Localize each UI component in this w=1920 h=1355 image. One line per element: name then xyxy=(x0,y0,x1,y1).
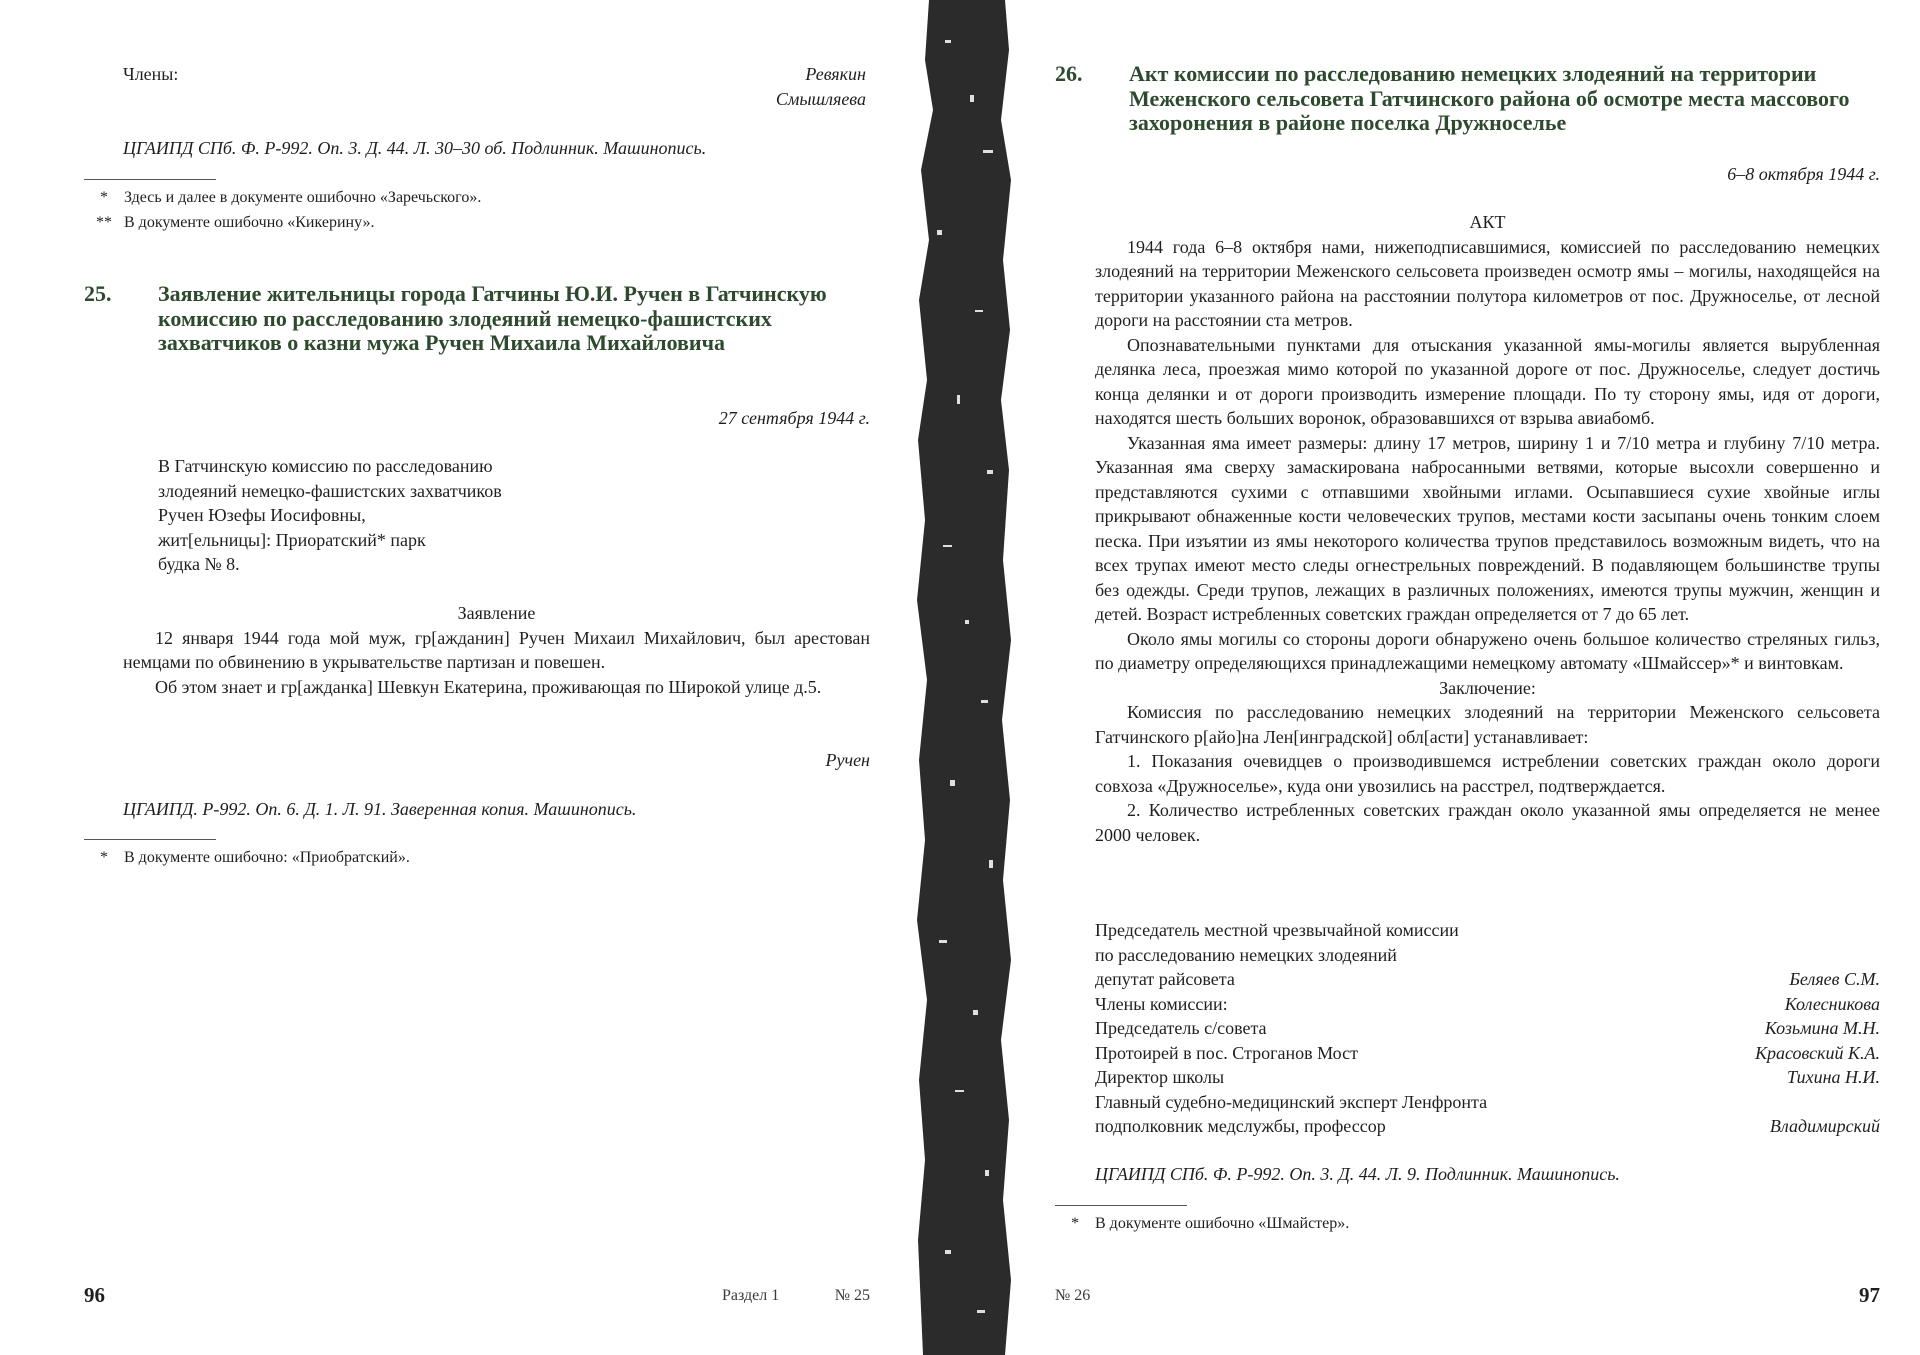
running-section: Раздел 1 xyxy=(722,1287,780,1304)
footnote-rule xyxy=(84,839,216,840)
page-number: 96 xyxy=(84,1283,105,1307)
conclusion-heading: Заключение: xyxy=(1439,677,1536,698)
paragraph: Около ямы могилы со стороны дороги обнаружено очень большое количество стреляных гильз, по диаметру определяющихся принадлежащими немецкому автомату «Шмайссер»* и винтовкам. xyxy=(1095,628,1880,673)
document-title: Заявление жительницы города Гатчины Ю.И. Ручен в Гатчинскую комиссию по расследованию злодеяний немецко-фашистских захватчиков о казни мужа Ручен Михаила Михайловича xyxy=(158,281,827,355)
footnote xyxy=(84,186,884,211)
footnote-mark: * xyxy=(100,849,108,866)
archive-source: ЦГАИПД СПб. Ф. Р-992. Оп. 3. Д. 44. Л. 9. Подлинник. Машинопись. xyxy=(1095,1164,1620,1184)
footnote-text: В документе ошибочно «Шмайстер». xyxy=(1095,1215,1350,1232)
signatures-block xyxy=(1095,918,1880,1139)
document-date: 6–8 октября 1944 г. xyxy=(1727,164,1880,184)
signers-label: Члены: xyxy=(123,64,179,84)
spine-texture xyxy=(915,0,1015,1355)
signer-2: Смышляева xyxy=(775,88,866,109)
footnotes-top xyxy=(84,186,884,235)
act-heading: АКТ xyxy=(1469,212,1506,232)
chair-line: Председатель местной чрезвычайной комиссии xyxy=(1095,920,1459,940)
footnote-text: В документе ошибочно «Кикерину». xyxy=(124,213,375,231)
act-body xyxy=(1095,235,1880,848)
signature-row xyxy=(1095,1114,1880,1139)
paragraph: Комиссия по расследованию немецких злодеяний на территории Меженского сельсовета Гатчинского р[айо]на Лен[инградской] обл[асти] устанавливает: xyxy=(1095,702,1880,747)
signature: Ручен xyxy=(825,750,870,770)
signature-name: Колесникова xyxy=(1784,993,1880,1014)
spine-decoration xyxy=(915,0,1015,1355)
signature-role: подполковник медслужбы, профессор xyxy=(1095,1116,1386,1136)
signature-row xyxy=(1095,1016,1880,1041)
expert-line: Главный судебно-медицинский эксперт Ленфронта xyxy=(1095,1091,1488,1112)
document-date: 27 сентября 1944 г. xyxy=(718,408,870,428)
footnote-rule xyxy=(1055,1205,1187,1206)
running-doc-ref: № 26 xyxy=(1055,1287,1091,1304)
footnotes xyxy=(84,846,884,871)
page-number: 97 xyxy=(1859,1283,1880,1307)
signature-role: Директор школы xyxy=(1095,1067,1225,1087)
footnote-mark: * xyxy=(100,189,108,206)
signature-name: Козьмина М.Н. xyxy=(1764,1018,1880,1038)
footnote-text: В документе ошибочно: «Приобратский». xyxy=(124,849,410,866)
address-line: будка № 8. xyxy=(158,554,240,574)
paragraph: Об этом знает и гр[ажданка] Шевкун Екатерина, проживающая по Широкой улице д.5. xyxy=(155,676,822,697)
footnote xyxy=(84,211,884,236)
signature-row xyxy=(1095,1041,1880,1066)
footnote xyxy=(1055,1212,1875,1237)
paragraph: 1944 года 6–8 октября нами, нижеподписавшимися, комиссией по расследованию немецких злодеяний на территории Меженского сельсовета произведен осмотр ямы – могилы, находящейся на территории указанного района на расстоянии полутора километров от пос. Дружноселье, от лесной дороги на расстоянии ста метров. xyxy=(1095,236,1880,330)
address-line: злодеяний немецко-фашистских захватчиков xyxy=(158,480,502,501)
footnote-mark: * xyxy=(1071,1215,1079,1232)
running-doc-ref: № 25 xyxy=(834,1287,870,1304)
paragraph: 2. Количество истребленных советских граждан около указанной ямы определяется не менее 2000 человек. xyxy=(1095,800,1880,845)
footnotes xyxy=(1055,1212,1875,1237)
signature-role: Члены комиссии: xyxy=(1095,993,1228,1014)
footnote-text: Здесь и далее в документе ошибочно «Заречьского». xyxy=(124,189,482,206)
signer-1: Ревякин xyxy=(805,64,866,84)
signature-role: депутат райсовета xyxy=(1095,969,1235,989)
statement-body xyxy=(123,626,870,700)
address-line: В Гатчинскую комиссию по расследованию xyxy=(158,456,493,476)
footnote-mark: ** xyxy=(96,213,112,231)
chair-line: по расследованию немецких злодеяний xyxy=(1095,944,1397,965)
document-number: 26. xyxy=(1055,61,1083,86)
document-title: Акт комиссии по расследованию немецких злодеяний на территории Меженского сельсовета Гатчинского района об осмотре места массового захоронения в районе поселка Дружноселье xyxy=(1129,61,1850,135)
signature-name: Беляев С.М. xyxy=(1789,969,1880,989)
archive-source: ЦГАИПД. Р-992. Оп. 6. Д. 1. Л. 91. Заверенная копия. Машинопись. xyxy=(123,799,637,819)
footnote xyxy=(84,846,884,871)
left-page xyxy=(0,0,915,1355)
address-line: жит[ельницы]: Приоратский* парк xyxy=(158,529,426,550)
signature-name: Красовский К.А. xyxy=(1755,1042,1880,1063)
signature-row xyxy=(1095,1065,1880,1090)
signature-role: Протоирей в пос. Строганов Мост xyxy=(1095,1042,1358,1063)
paragraph: 1. Показания очевидцев о производившемся истреблении советских граждан около дороги совхоза «Дружноселье», куда они увозились на расстрел, подтверждается. xyxy=(1095,751,1880,796)
address-line: Ручен Юзефы Иосифовны, xyxy=(158,505,366,525)
statement-heading: Заявление xyxy=(457,603,536,623)
signature-row xyxy=(1095,967,1880,992)
document-number: 25. xyxy=(84,281,112,306)
signature-name: Владимирский xyxy=(1769,1116,1880,1136)
archive-source: ЦГАИПД СПб. Ф. Р-992. Оп. 3. Д. 44. Л. 30–30 об. Подлинник. Машинопись. xyxy=(123,138,707,158)
signature-name: Тихина Н.И. xyxy=(1787,1067,1880,1087)
signature-role: Председатель с/совета xyxy=(1095,1018,1267,1038)
signature-row xyxy=(1095,992,1880,1017)
paragraph: 12 января 1944 года мой муж, гр[ажданин] Ручен Михаил Михайлович, был арестован немцами по обвинению в укрывательстве партизан и повешен. xyxy=(123,627,870,672)
right-page xyxy=(1015,0,1920,1355)
paragraph: Указанная яма имеет размеры: длину 17 метров, ширину 1 и 7/10 метра и глубину 7/10 метра. Указанная яма сверху замаскирована набросанными ветвями, которые высохли совершенно и представляются сухими с отпавшими хвойными иглами. Осыпавшиеся сухие хвойные иглы прикрывают обнаженные кости человеческих трупов, местами кости засыпаны очень тонким слоем песка. При изъятии из ямы некоторого количества трупов представилось возможным видеть, что на всех трупах имеют место следы огнестрельных повреждений. В подавляющем большинстве трупы без одежды. Среди трупов, лежащих в различных положениях, имеются трупы мужчин, женщин и детей. Возраст истребленных советских граждан определяется от 7 до 65 лет. xyxy=(1095,432,1880,624)
address-block xyxy=(158,454,758,577)
paragraph: Опознавательными пунктами для отыскания указанной ямы-могилы является вырубленная делянка леса, проезжая мимо которой по указанной дороге от пос. Дружноселье, следует достичь конца делянки и от дороги производить измерение площади. По ту сторону ямы, идя от дороги, находятся шесть больших воронок, образовавшихся от взрыва авиабомб. xyxy=(1095,334,1880,428)
footnote-rule xyxy=(84,179,216,180)
